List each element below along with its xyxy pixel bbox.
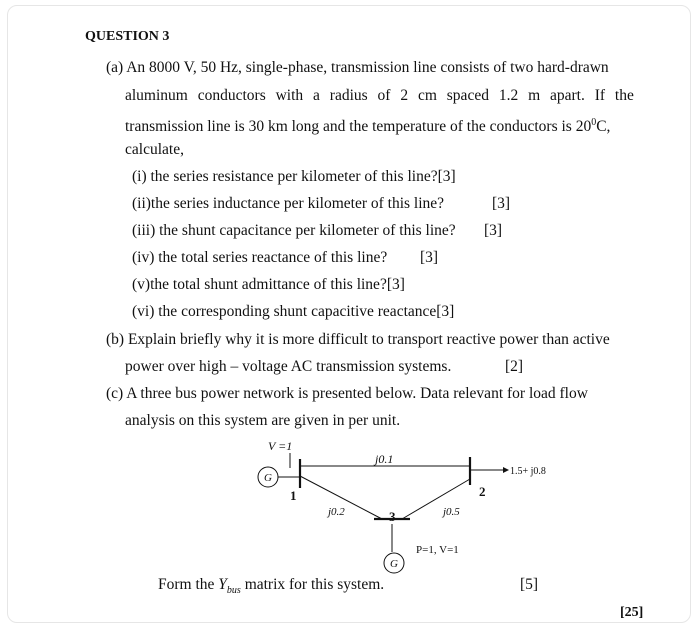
generator-3-spec: P=1, V=1 bbox=[416, 544, 459, 556]
form-ybus-prompt bbox=[158, 575, 384, 601]
part-c-marks: [5] bbox=[520, 576, 539, 593]
sub-question-iv-marks: [3] bbox=[420, 249, 439, 266]
part-b-line-1: (b) Explain briefly why it is more difficult to transport reactive power than active bbox=[106, 331, 610, 348]
form-ybus-text-pre: Form the bbox=[158, 576, 219, 593]
form-ybus-text-post: matrix for this system. bbox=[240, 576, 385, 593]
total-marks: [25] bbox=[620, 605, 644, 620]
sub-question-i: (i) the series resistance per kilometer of this line?[3] bbox=[132, 168, 456, 185]
bus1-voltage-label: V =1 bbox=[268, 439, 293, 453]
bus-3-label: 3 bbox=[389, 509, 396, 524]
generator-1-label: G bbox=[264, 472, 272, 484]
load-2-arrow-icon bbox=[503, 467, 509, 473]
degree-superscript: 0 bbox=[591, 117, 597, 128]
bus-2-label: 2 bbox=[479, 484, 486, 499]
sub-question-vi: (vi) the corresponding shunt capacitive reactance[3] bbox=[132, 303, 455, 320]
generator-3-label: G bbox=[390, 558, 398, 570]
line-1-3-impedance: j0.2 bbox=[328, 506, 345, 518]
load-2-value: 1.5+ j0.8 bbox=[510, 466, 546, 477]
sub-question-ii: (ii)the series inductance per kilometer of this line? bbox=[132, 195, 445, 212]
ybus-subscript: bus bbox=[226, 585, 241, 597]
part-a-line-1: (a) An 8000 V, 50 Hz, single-phase, transmission line consists of two hard-drawn bbox=[106, 59, 609, 76]
ybus-symbol: Y bbox=[218, 576, 227, 593]
part-a-line-3-text: transmission line is 30 km long and the temperature of the conductors is 20 bbox=[125, 118, 592, 136]
sub-question-iii-marks: [3] bbox=[484, 222, 503, 239]
part-c-line-1: (c) A three bus power network is presented below. Data relevant for load flow bbox=[106, 385, 588, 402]
sub-question-iv: (iv) the total series reactance of this line? bbox=[132, 249, 388, 266]
part-a-line-2: aluminum conductors with a radius of 2 cm spaced 1.2 m apart. If the bbox=[125, 87, 634, 104]
line-2-3-impedance: j0.5 bbox=[443, 506, 460, 518]
bus-1-label: 1 bbox=[290, 488, 297, 503]
question-title: QUESTION 3 bbox=[85, 29, 170, 44]
part-b-line-2: power over high – voltage AC transmission systems. bbox=[125, 358, 452, 375]
part-b-marks: [2] bbox=[505, 358, 524, 375]
part-a-line-3-unit: C, bbox=[596, 118, 611, 136]
sub-question-ii-marks: [3] bbox=[492, 195, 511, 212]
part-a-line-4: calculate, bbox=[125, 141, 184, 158]
part-c-line-2: analysis on this system are given in per unit. bbox=[125, 412, 401, 429]
line-1-2-impedance: j0.1 bbox=[375, 452, 394, 466]
sub-question-v: (v)the total shunt admittance of this line?[3] bbox=[132, 276, 405, 293]
sub-question-iii: (iii) the shunt capacitance per kilometer of this line? bbox=[132, 222, 456, 239]
